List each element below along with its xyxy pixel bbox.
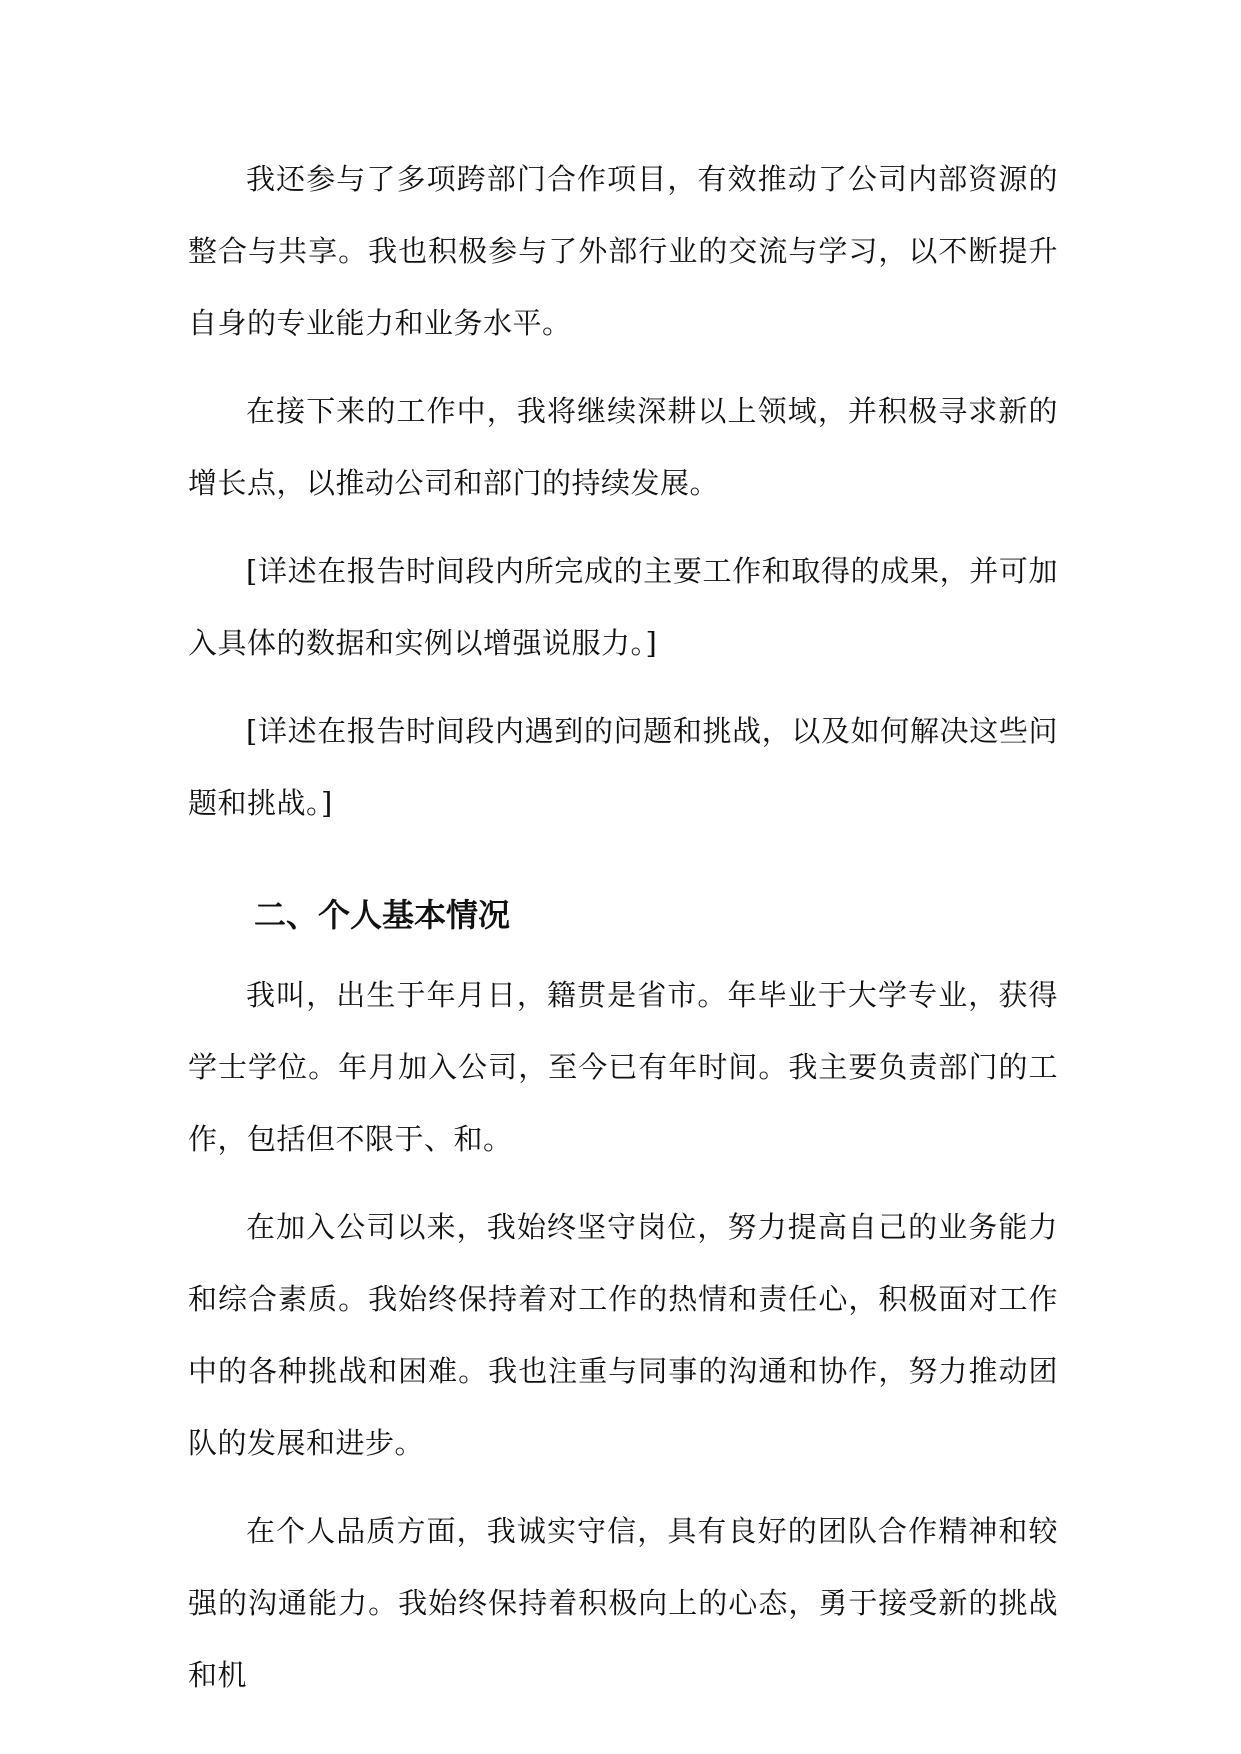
document-body [188, 143, 1058, 1727]
paragraph-cross-department: 我还参与了多项跨部门合作项目，有效推动了公司内部资源的整合与共享。我也积极参与了外部行业的交流与学习，以不断提升自身的专业能力和业务水平。 [188, 162, 1058, 340]
paragraph-work-attitude: 在加入公司以来，我始终坚守岗位，努力提高自己的业务能力和综合素质。我始终保持着对工作的热情和责任心，积极面对工作中的各种挑战和困难。我也注重与同事的沟通和协作，努力推动团队的发展和进步。 [188, 1210, 1058, 1460]
paragraph-placeholder-achievements: [详述在报告时间段内所完成的主要工作和取得的成果，并可加入具体的数据和实例以增强说服力。] [188, 554, 1058, 660]
paragraph-personal-qualities: 在个人品质方面，我诚实守信，具有良好的团队合作精神和较强的沟通能力。我始终保持着积极向上的心态，勇于接受新的挑战和机 [188, 1514, 1058, 1692]
paragraph-placeholder-challenges: [详述在报告时间段内遇到的问题和挑战，以及如何解决这些问题和挑战。] [188, 714, 1058, 820]
paragraph-personal-background: 我叫，出生于年月日，籍贯是省市。年毕业于大学专业，获得学士学位。年月加入公司，至今已有年时间。我主要负责部门的工作，包括但不限于、和。 [188, 978, 1058, 1156]
paragraph-future-work: 在接下来的工作中，我将继续深耕以上领域，并积极寻求新的增长点，以推动公司和部门的持续发展。 [188, 394, 1058, 500]
section-heading-personal-info: 二、个人基本情况 [254, 896, 511, 934]
